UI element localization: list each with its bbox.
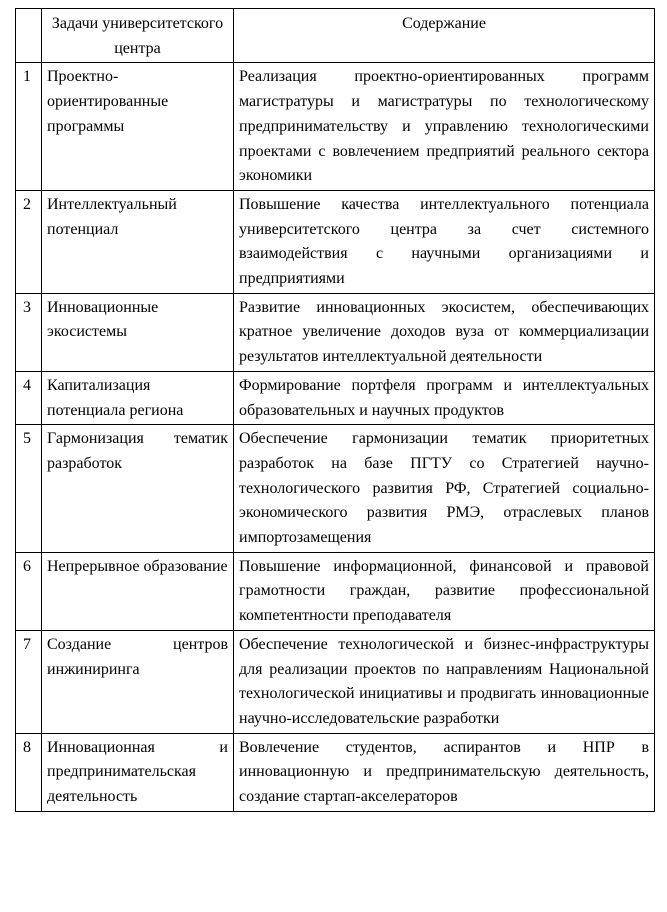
task-cell: Гармонизация тематик разработок [42, 425, 234, 553]
header-row [16, 9, 655, 63]
header-content: Содержание [234, 9, 655, 63]
task-cell: Непрерывное образование [42, 552, 234, 630]
header-task: Задачи университетского центра [42, 9, 234, 63]
content-cell: Вовлечение студентов, аспирантов и НПР в инновационную и предпринимательскую деятельность, создание стартап-акселераторов [234, 733, 655, 811]
row-number: 2 [16, 190, 42, 293]
task-cell: Интеллектуальный потенциал [42, 190, 234, 293]
row-number: 5 [16, 425, 42, 553]
task-cell: Проектно-ориентированные программы [42, 63, 234, 191]
content-cell: Обеспечение гармонизации тематик приоритетных разработок на базе ПГТУ со Стратегией научно-технологического развития РФ, Стратегией социально-экономического развития РМЭ, отраслевых планов импортозамещения [234, 425, 655, 553]
row-number: 4 [16, 371, 42, 424]
table-row [16, 630, 655, 733]
content-cell: Повышение качества интеллектуального потенциала университетского центра за счет системного взаимодействия с научными организациями и предприятиями [234, 190, 655, 293]
content-cell: Формирование портфеля программ и интеллектуальных образовательных и научных продуктов [234, 371, 655, 424]
table-row [16, 425, 655, 553]
table-row [16, 293, 655, 371]
content-cell: Реализация проектно-ориентированных программ магистратуры и магистратуры по технологическому предпринимательству и управлению технологическими проектами с вовлечением предприятий реального сектора экономики [234, 63, 655, 191]
row-number: 3 [16, 293, 42, 371]
row-number: 6 [16, 552, 42, 630]
task-cell: Инновационные экосистемы [42, 293, 234, 371]
table-row [16, 733, 655, 811]
table-row [16, 371, 655, 424]
task-cell: Инновационная и предпринимательская деятельность [42, 733, 234, 811]
content-cell: Обеспечение технологической и бизнес-инфраструктуры для реализации проектов по направлениям Национальной технологической инициативы и продвигать инновационные научно-исследовательские разработки [234, 630, 655, 733]
row-number: 7 [16, 630, 42, 733]
table-row [16, 552, 655, 630]
content-cell: Развитие инновационных экосистем, обеспечивающих кратное увеличение доходов вуза от коммерциализации результатов интеллектуальной деятельности [234, 293, 655, 371]
header-num [16, 9, 42, 63]
row-number: 1 [16, 63, 42, 191]
row-number: 8 [16, 733, 42, 811]
task-cell: Капитализация потенциала региона [42, 371, 234, 424]
table-row [16, 63, 655, 191]
task-cell: Создание центров инжиниринга [42, 630, 234, 733]
table-row [16, 190, 655, 293]
tasks-table [15, 8, 655, 812]
content-cell: Повышение информационной, финансовой и правовой грамотности граждан, развитие профессиональной компетентности преподавателя [234, 552, 655, 630]
